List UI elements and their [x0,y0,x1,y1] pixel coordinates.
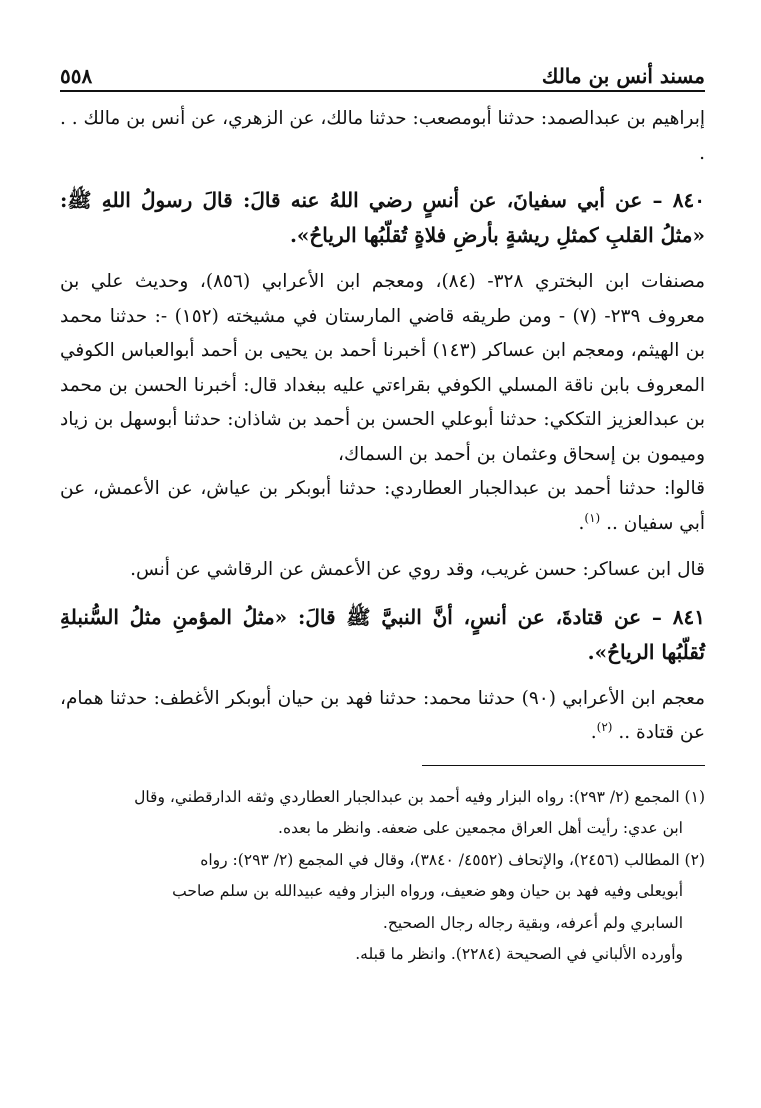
qalu-text: قالوا: حدثنا أحمد بن عبدالجبار العطاردي: حدثنا أبوبكر بن عياش، عن الأعمش، عن أبي سفيان .. [60,478,705,534]
main-text [60,102,705,751]
page-number: ٥٥٨ [60,64,93,88]
takhrij-841: معجم ابن الأعرابي (٩٠) حدثنا محمد: حدثنا فهد بن حيان أبوبكر الأغطف: حدثنا همام، عن قتادة .. $^{(٢)}$. [60,687,705,743]
footnote-2-line-4: وأورده الألباني في الصحيحة (٢٢٨٤). وانظر ما قبله. [355,945,683,963]
intro-paragraph: إبراهيم بن عبدالصمد: حدثنا أبومصعب: حدثنا مالك، عن الزهري، عن أنس بن مالك . . . [60,108,705,164]
footnote-1-line-1: (١) المجمع (٢/ ٢٩٣): رواه البزار وفيه أحمد بن عبدالجبار العطاردي وثقه الدارقطني، وقال [134,787,705,806]
book-title: مسند أنس بن مالك [541,64,705,88]
footnote-marker-1: (١) [584,510,601,525]
footnote-2-line-1: (٢) المطالب (٢٤٥٦)، والإتحاف (٤٥٥٢/ ٣٨٤٠)، وقال في المجمع (٢/ ٢٩٣): رواه [200,850,705,869]
document-page [60,58,705,1058]
footnote-separator [422,765,705,766]
footnote-2-line-3: السابري ولم أعرفه، وبقية رجاله رجال الصحيح. [382,913,683,932]
footnote-2-line-2: أبويعلى وفيه فهد بن حيان وهو ضعيف، ورواه البزار وفيه عبيدالله بن سلم صاحب [172,882,683,900]
footnote-marker-2: (٢) [596,719,613,734]
takhrij-841-text: معجم ابن الأعرابي (٩٠) حدثنا محمد: حدثنا فهد بن حيان أبوبكر الأغطف: حدثنا همام، عن قتادة .. [60,687,705,743]
hadith-841: ٨٤١ – عن قتادةَ، عن أنسٍ، أنَّ النبيَّ ﷺ قالَ: «مثلُ المؤمنِ مثلُ السُّنبلةِ تُقلّبُها الرياحُ». [60,604,705,664]
qalu-paragraph: قالوا: حدثنا أحمد بن عبدالجبار العطاردي: حدثنا أبوبكر بن عياش، عن الأعمش، عن أبي سفيان .. $^{(١)}$. [60,478,705,534]
ibn-asakir-note: قال ابن عساكر: حسن غريب، وقد روي عن الأعمش عن الرقاشي عن أنس. [130,559,705,580]
hadith-840: ٨٤٠ – عن أبي سفيانَ، عن أنسٍ رضي اللهُ عنه قالَ: قالَ رسولُ اللهِ ﷺ: «مثلُ القلبِ كمثلِ ريشةٍ بأرضِ فلاةٍ تُقلّبُها الرياحُ». [60,188,705,247]
takhrij-840: مصنفات ابن البختري ٣٢٨- (٨٤)، ومعجم ابن الأعرابي (٨٥٦)، وحديث علي بن معروف ٢٣٩- (٧) - ومن طريقه قاضي المارستان في مشيخته (١٥٢) -: حدثنا محمد بن الهيثم، ومعجم ابن عساكر (١٤٣) أخبرنا أحمد بن يحيى بن أحمد أبوالعباس الكوفي المعروف بابن ناقة المسلي الكوفي بقراءتي عليه ببغداد قال: أخبرنا الحسن بن محمد بن عبدالعزيز التككي: حدثنا أبوعلي الحسن بن أحمد بن شاذان: حدثنا أبوسهل بن زياد وميمون بن إسحاق وعثمان بن أحمد بن السماك، [60,271,706,465]
footnote-1-line-2: ابن عدي: رأيت أهل العراق مجمعين على ضعفه. وانظر ما بعده. [278,819,683,837]
footnotes [60,782,705,971]
page-header [60,58,705,92]
